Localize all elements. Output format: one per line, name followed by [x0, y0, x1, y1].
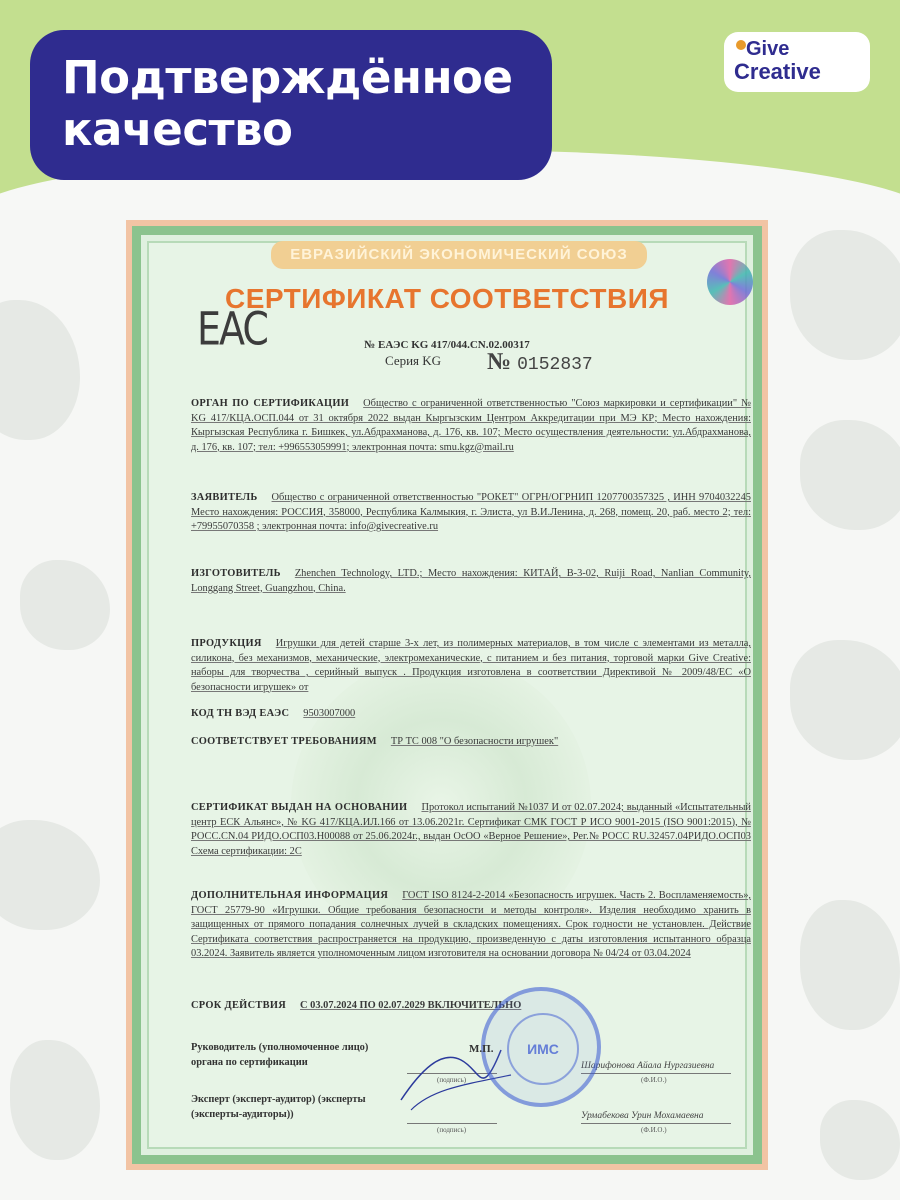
certificate-image — [126, 220, 768, 1170]
expert-signature-caption: (подпись) — [437, 1126, 467, 1134]
expert-name-caption: (Ф.И.О.) — [641, 1126, 667, 1134]
section-label: ЗАЯВИТЕЛЬ — [191, 492, 258, 503]
section-text: Протокол испытаний №1037 И от 02.07.2024; выданный «Испытательный центр ЕСК Альянс», № KG 417/КЦА.ИЛ.166 от 13.06.2021г. Сертификат СМК ГОСТ Р ИСО 9001-2015 (ISO 9001:2015), № РОСС.CN.04 РИДО.ОСП03.Н00088 от 25.06.2024г., выдан ОсОО «Верное Решение», Рег.№ РОСС RU.32457.04РИДО.ОСП03 Схема сертификации: 2С — [191, 802, 751, 857]
certificate-title: СЕРТИФИКАТ СООТВЕТСТВИЯ — [224, 283, 670, 314]
section-basis — [191, 801, 751, 859]
section-label: ПРОДУКЦИЯ — [191, 638, 262, 649]
certificate-serial — [487, 349, 593, 376]
logo-text-creative: Creative — [734, 59, 821, 84]
brand-logo — [724, 32, 870, 92]
expert-name: Урмабекова Урин Мохамаевна — [581, 1111, 704, 1121]
logo-text-give: Give — [746, 38, 790, 60]
section-text: 9503007000 — [303, 708, 356, 719]
expert-signature-label: Эксперт (эксперт-аудитор) (эксперты (эксперты-аудиторы)) — [191, 1094, 366, 1120]
stamp-center: ИМС — [507, 1013, 579, 1085]
certification-stamp — [481, 987, 601, 1107]
expert-signature-line — [407, 1123, 497, 1124]
section-text: ТР ТС 008 "О безопасности игрушек" — [390, 736, 559, 747]
logo-dot-icon — [736, 40, 746, 50]
section-label: СООТВЕТСТВУЕТ ТРЕБОВАНИЯМ — [191, 736, 377, 747]
headline-line-2: качество — [62, 103, 293, 156]
section-text: Общество с ограниченной ответственностью "РОКЕТ" ОГРН/ОГРНИП 1207700357325 , ИНН 9704032245 Место нахождения: РОССИЯ, 358000, Республика Калмыкия, г. Элиста, ул В.И.Ленина, д. 268, помещ. 20, раб. место 2; тел: +79955070358 ; электронная почта: info@givecreative.ru — [191, 492, 751, 532]
section-text: Zhenchen Technology, LTD.; Место нахождения: КИТАЙ, B-3-02, Ruiji Road, Nanlian Community, Longgang Street, Guangzhou, China. — [191, 568, 751, 594]
serial-prefix: № — [487, 349, 512, 375]
union-banner: ЕВРАЗИЙСКИЙ ЭКОНОМИЧЕСКИЙ СОЮЗ — [271, 241, 647, 269]
section-validity — [191, 999, 751, 1014]
decor-shape — [790, 640, 900, 760]
section-label: ИЗГОТОВИТЕЛЬ — [191, 568, 281, 579]
head-name-line — [581, 1073, 731, 1074]
certificate-series: Серия KG — [385, 353, 442, 368]
section-label: ДОПОЛНИТЕЛЬНАЯ ИНФОРМАЦИЯ — [191, 890, 389, 901]
section-applicant — [191, 491, 751, 535]
decor-shape — [790, 230, 900, 360]
section-product — [191, 637, 751, 695]
headline-line-1: Подтверждённое — [62, 51, 513, 104]
eac-mark: EAC — [197, 302, 267, 356]
stamp-place-mark: М.П. — [469, 1043, 494, 1055]
section-text: Игрушки для детей старше 3-х лет, из полимерных материалов, в том числе с элементами из металла, силикона, без механизмов, механические, электромеханические, с питанием и без питания, торговой марки Give Creative: наборы для творчества , серийный выпуск . Продукция изготовлена в соответствии Директивой № 2009/48/ЕС «О безопасности игрушек» от — [191, 638, 751, 693]
expert-name-line — [581, 1123, 731, 1124]
section-hs-code — [191, 707, 751, 722]
head-signature-label: Руководитель (уполномоченное лицо) органа по сертификации — [191, 1042, 369, 1068]
head-signature-caption: (подпись) — [437, 1076, 467, 1084]
section-certification-body — [191, 397, 751, 455]
certificate-number: № ЕАЭС KG 417/044.CN.02.00317 — [364, 339, 530, 351]
section-label: КОД ТН ВЭД ЕАЭС — [191, 708, 290, 719]
section-text: ГОСТ ISO 8124-2-2014 «Безопасность игрушек. Часть 2. Воспламеняемость», ГОСТ 25779-90 «Игрушки. Общие требования безопасности и методы контроля». Изделия необходимо хранить в защищенных от прямого попадания солнечных лучей в складских помещениях. Срок годности не установлен. Действие Сертификата соответствия распространяется на продукцию, произведенную с даты изготовления испытанного образца 03.2024. Заявитель является уполномоченным лицом изготовителя на основании договора № 04/24 от 03.04.2024 — [191, 890, 752, 959]
section-requirements — [191, 735, 751, 750]
hologram-icon — [707, 259, 753, 305]
headline-banner — [30, 30, 552, 180]
head-name-caption: (Ф.И.О.) — [641, 1076, 667, 1084]
section-additional-info — [191, 889, 751, 962]
serial-number: 0152837 — [517, 355, 593, 375]
section-label: ОРГАН ПО СЕРТИФИКАЦИИ — [191, 398, 350, 409]
section-label: СЕРТИФИКАТ ВЫДАН НА ОСНОВАНИИ — [191, 802, 408, 813]
certificate-frame — [132, 226, 762, 1164]
section-text: Общество с ограниченной ответственностью "Союз маркировки и сертификации" № KG 417/КЦА.ОСП.044 от 31 октября 2022 выдан Кыргызским Центром Аккредитации при МЭ КР; Место нахождения: Кыргызская Республика г. Бишкек, ул.Абдрахманова, д. 176, кв. 107; Место осуществления деятельности: ул.Абдрахманова, д. 176, кв. 107; тел: +996553059991; электронная почта: smu.kgz@mail.ru — [191, 398, 751, 453]
section-manufacturer — [191, 567, 751, 596]
decor-shape — [800, 420, 900, 530]
section-text: С 03.07.2024 ПО 02.07.2029 ВКЛЮЧИТЕЛЬНО — [300, 1000, 522, 1011]
head-name: Шарифонова Айала Нургазиевна — [581, 1061, 715, 1071]
section-label: СРОК ДЕЙСТВИЯ — [191, 1000, 287, 1011]
